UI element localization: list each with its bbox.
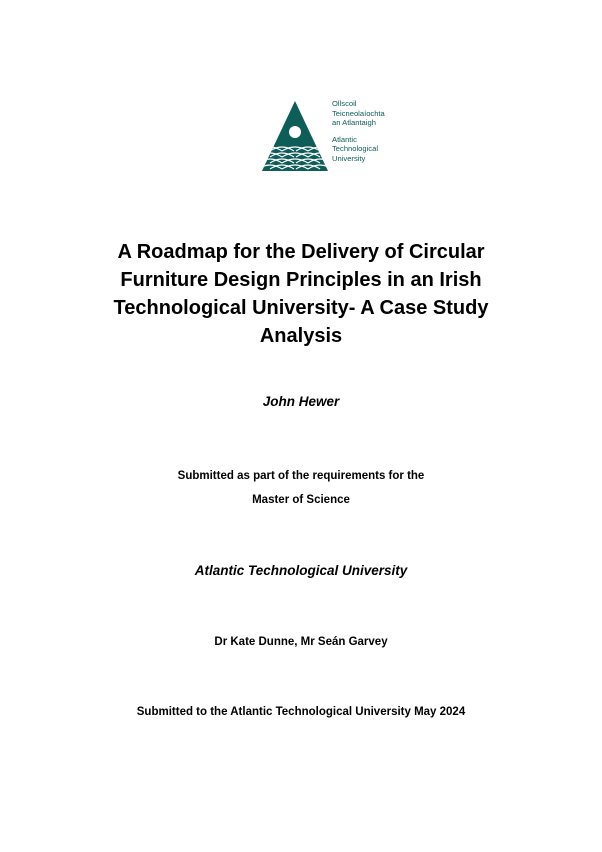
logo-english-line-1: Atlantic [332,134,357,144]
supervisors: Dr Kate Dunne, Mr Seán Garvey [214,636,388,648]
university-logo [262,99,402,173]
logo-gap [332,128,412,135]
thesis-title [40,238,562,350]
title-line-4: Analysis [259,325,343,347]
logo-english-line-2: Technological [332,144,379,154]
submission-statement: Submitted as part of the requirements for the [177,470,425,482]
author-name: John Hewer [262,394,340,409]
title-line-3: Technological University- A Case Study [113,297,489,319]
logo-wordmark [332,99,412,164]
institution-name: Atlantic Technological University [194,563,408,578]
atu-triangle-logo-icon [262,99,330,173]
title-line-2: Furniture Design Principles in an Irish [120,269,482,291]
title-line-1: A Roadmap for the Delivery of Circular [117,241,485,263]
submission-date-line: Submitted to the Atlantic Technological University May 2024 [136,706,466,718]
logo-irish-line-3: an Atlantaigh [332,118,376,128]
logo-irish-line-2: Teicneolaíochta [332,108,385,118]
logo-english-line-3: University [332,153,366,163]
logo-irish-line-1: Ollscoil [332,99,357,108]
degree-name: Master of Science [252,494,350,506]
